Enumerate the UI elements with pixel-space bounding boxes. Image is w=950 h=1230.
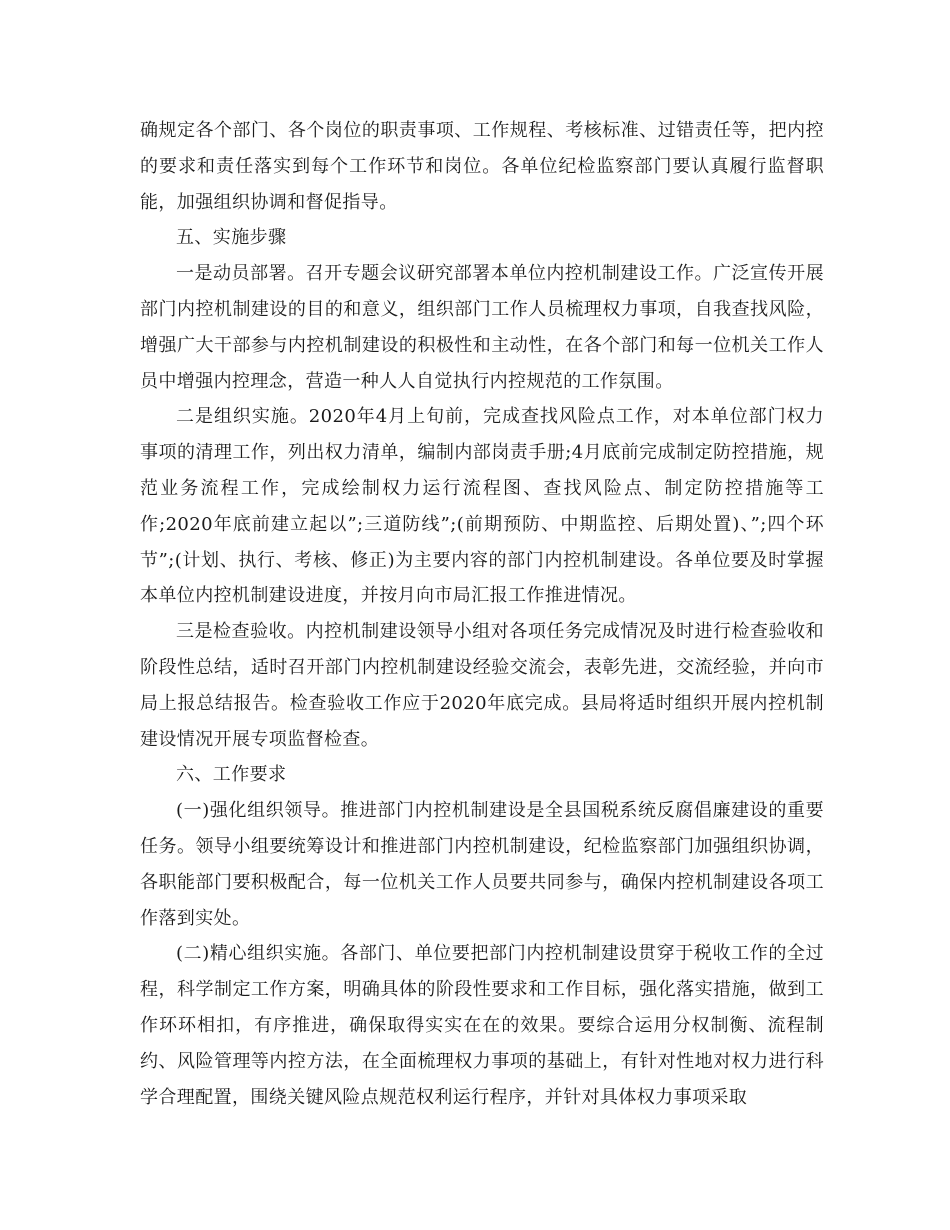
section-heading-implementation-steps: 五、实施步骤 (176, 227, 287, 249)
section-heading-work-requirements: 六、工作要求 (176, 764, 287, 786)
paragraph-strengthen-leadership: (一)强化组织领导。推进部门内控机制建设是全县国税系统反腐倡廉建设的重要任务。领导小组要统筹设计和推进部门内控机制建设，纪检监察部门加强组织协调，各职能部门要积极配合，每一位机关工作人员要共同参与，确保内控机制建设各项工作落到实处。 (140, 800, 824, 929)
document-body (140, 113, 824, 1115)
paragraph-organize-implementation: 二是组织实施。2020年4月上旬前，完成查找风险点工作，对本单位部门权力事项的清理工作，列出权力清单，编制内部岗责手册;4月底前完成制定防控措施，规范业务流程工作，完成绘制权力运行流程图、查找风险点、制定防控措施等工作;2020年底前建立起以”;三道防线”;(前期预防、中期监控、后期处置)、”;四个环节”;(计划、执行、考核、修正)为主要内容的部门内控机制建设。各单位要及时掌握本单位内控机制建设进度，并按月向市局汇报工作推进情况。 (140, 406, 824, 607)
paragraph-mobilization: 一是动员部署。召开专题会议研究部署本单位内控机制建设工作。广泛宣传开展部门内控机制建设的目的和意义，组织部门工作人员梳理权力事项，自我查找风险，增强广大干部参与内控机制建设的积极性和主动性，在各个部门和每一位机关工作人员中增强内控理念，营造一种人人自觉执行内控规范的工作氛围。 (140, 263, 824, 392)
paragraph-inspection-acceptance: 三是检查验收。内控机制建设领导小组对各项任务完成情况及时进行检查验收和阶段性总结，适时召开部门内控机制建设经验交流会，表彰先进，交流经验，并向市局上报总结报告。检查验收工作应于2020年底完成。县局将适时组织开展内控机制建设情况开展专项监督检查。 (140, 621, 824, 750)
paragraph-careful-implementation: (二)精心组织实施。各部门、单位要把部门内控机制建设贯穿于税收工作的全过程，科学制定工作方案，明确具体的阶段性要求和工作目标，强化落实措施，做到工作环环相扣，有序推进，确保取得实实在在的效果。要综合运用分权制衡、流程制约、风险管理等内控方法，在全面梳理权力事项的基础上，有针对性地对权力进行科学合理配置，围绕关键风险点规范权利运行程序，并针对具体权力事项采取 (140, 943, 824, 1108)
paragraph-continuation: 确规定各个部门、各个岗位的职责事项、工作规程、考核标准、过错责任等，把内控的要求和责任落实到每个工作环节和岗位。各单位纪检监察部门要认真履行监督职能，加强组织协调和督促指导。 (140, 120, 824, 213)
